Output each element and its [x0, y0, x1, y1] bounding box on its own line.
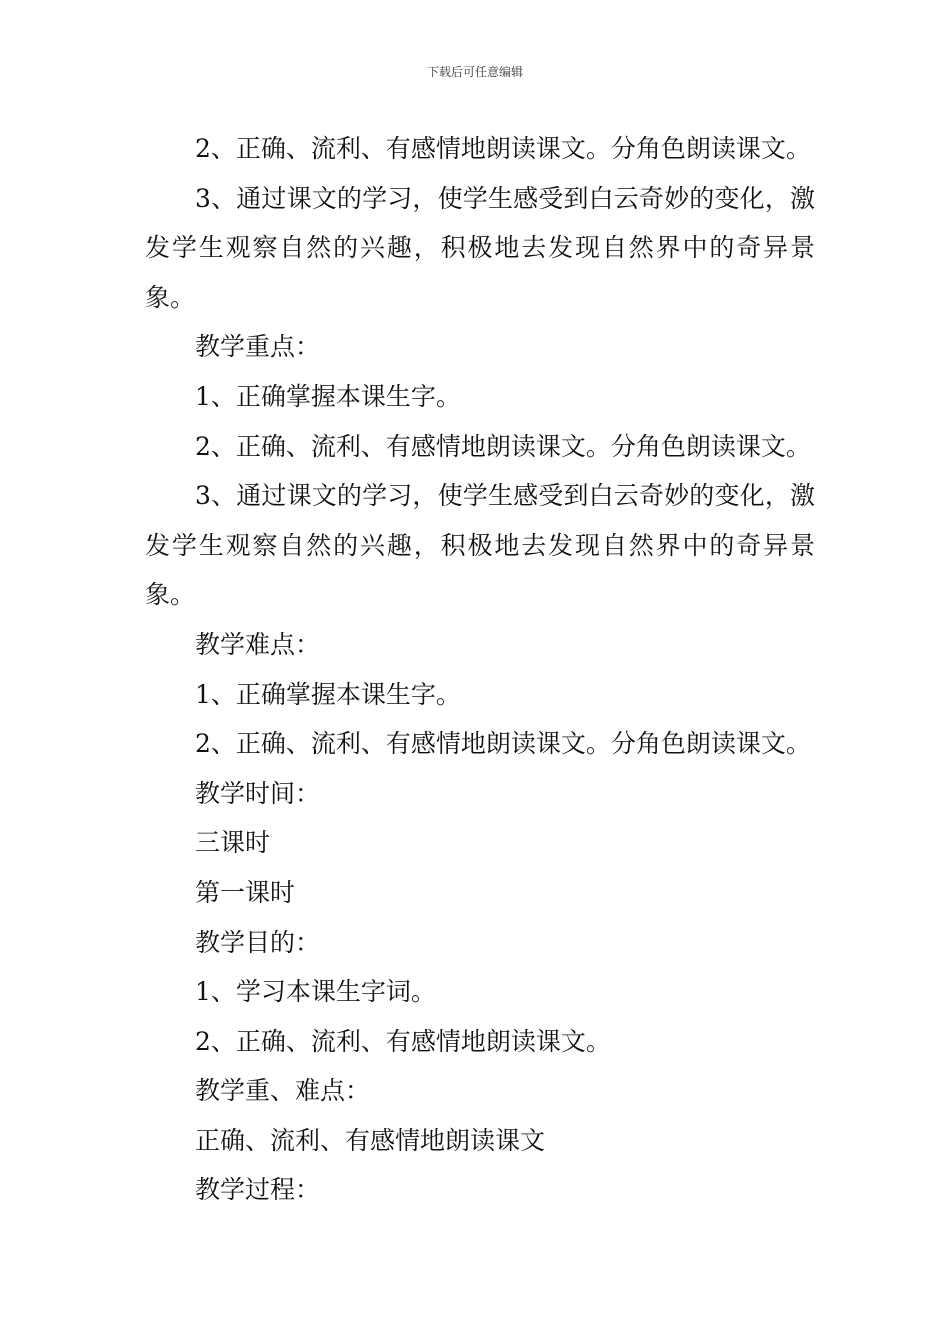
paragraph-difficulty-2: 2、正确、流利、有感情地朗读课文。分角色朗读课文。 — [195, 729, 811, 759]
heading-key-and-difficult: 教学重、难点： — [195, 1076, 371, 1106]
heading-teaching-process: 教学过程： — [195, 1175, 321, 1205]
heading-teaching-time: 教学时间： — [195, 778, 321, 808]
paragraph-goal-2: 2、正确、流利、有感情地朗读课文。 — [195, 1026, 611, 1056]
paragraph-objective-2: 2、正确、流利、有感情地朗读课文。分角色朗读课文。 — [195, 134, 811, 163]
paragraph-class-hours: 三课时 — [195, 828, 271, 858]
paragraph-difficulty-1: 1、正确掌握本课生字。 — [195, 679, 461, 709]
paragraph-key-point-2: 2、正确、流利、有感情地朗读课文。分角色朗读课文。 — [195, 431, 811, 461]
paragraph-key-point-3: 3、通过课文的学习，使学生感受到白云奇妙的变化，激发学生观察自然的兴趣，积极地去发现自然界中的奇异景象。 — [145, 481, 815, 610]
heading-difficulties: 教学难点： — [195, 629, 321, 659]
paragraph-objective-3: 3、通过课文的学习，使学生感受到白云奇妙的变化，激发学生观察自然的兴趣，积极地去发现自然界中的奇异景象。 — [145, 183, 815, 312]
heading-first-lesson: 第一课时 — [195, 877, 296, 907]
paragraph-key-and-difficult: 正确、流利、有感情地朗读课文 — [195, 1125, 546, 1155]
paragraph-key-point-1: 1、正确掌握本课生字。 — [195, 381, 461, 411]
heading-key-points: 教学重点： — [195, 332, 321, 362]
page-header: 下载后可任意编辑 — [426, 65, 523, 79]
document-body — [145, 124, 815, 1215]
heading-teaching-goals: 教学目的： — [195, 927, 321, 957]
paragraph-goal-1: 1、学习本课生字词。 — [195, 977, 436, 1007]
